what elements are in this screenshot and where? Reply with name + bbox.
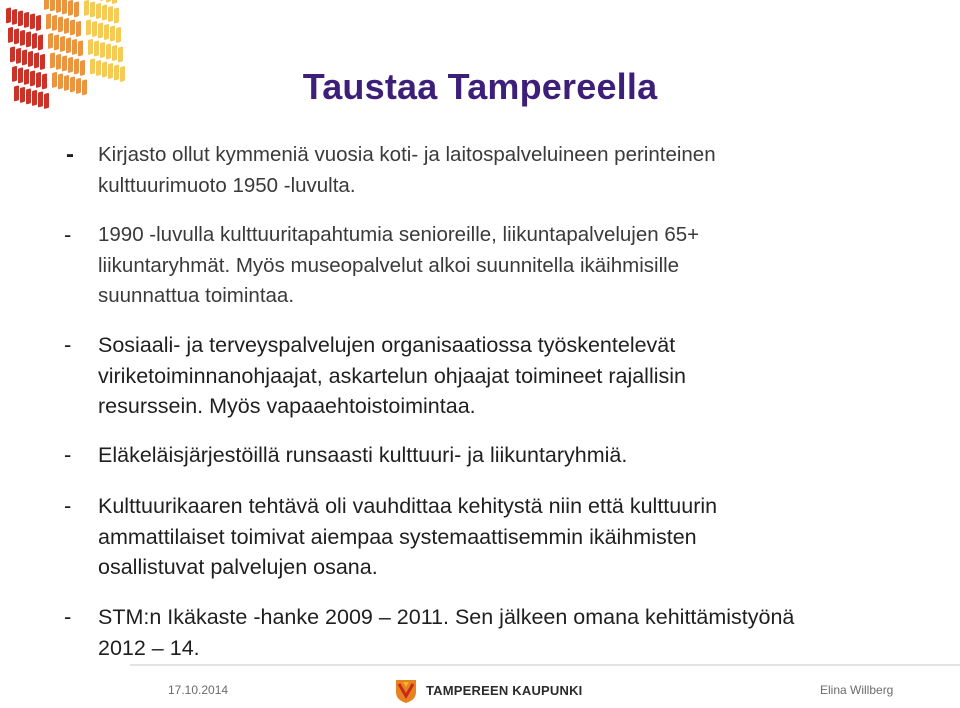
bullet-text: Kirjasto ollut kymmeniä vuosia koti- ja laitospalveluineen perinteinen kulttuurimuoto 1950 -luvulta. [98,143,716,197]
slide-title: Taustaa Tampereella [302,66,658,107]
bullet-marker: - [64,604,72,629]
city-shield-icon [394,678,418,704]
bullet-marker: - [66,141,74,168]
bullet-text: Eläkeläisjärjestöillä runsaasti kulttuuri- ja liikuntaryhmiä. [98,443,628,467]
bullet-text: 1990 -luvulla kulttuuritapahtumia senioreille, liikuntapalvelujen 65+ liikuntaryhmät. Myös museopalvelut alkoi suunnitella ikäihmisille suunnattua toimintaa. [98,223,700,307]
bullet-text: STM:n Ikäkaste -hanke 2009 – 2011. Sen jälkeen omana kehittämistyönä 2012 – 14. [98,605,795,660]
bullet-marker: - [64,332,72,357]
bullet-marker: - [64,222,72,247]
bullet-marker: - [64,442,72,467]
footer-date: 17.10.2014 [168,683,229,697]
bullet-text: Sosiaali- ja terveyspalvelujen organisaatiossa työskentelevät viriketoiminnanohjaajat, askartelun ohjaajat toimineet rajallisin resurssein. Myös vapaaehtoistoimintaa. [98,333,686,418]
tampere-city-logo [394,678,594,704]
bullet-marker: - [64,493,72,518]
bullet-text: Kulttuurikaaren tehtävä oli vauhdittaa kehitystä niin että kulttuurin ammattilaiset toimivat aiempaa systemaattisemmin ikäihmisten osallistuvat palvelujen osana. [98,494,718,579]
footer-divider [130,664,960,666]
city-name: TAMPEREEN KAUPUNKI [426,683,583,698]
footer-author: Elina Willberg [820,683,894,697]
